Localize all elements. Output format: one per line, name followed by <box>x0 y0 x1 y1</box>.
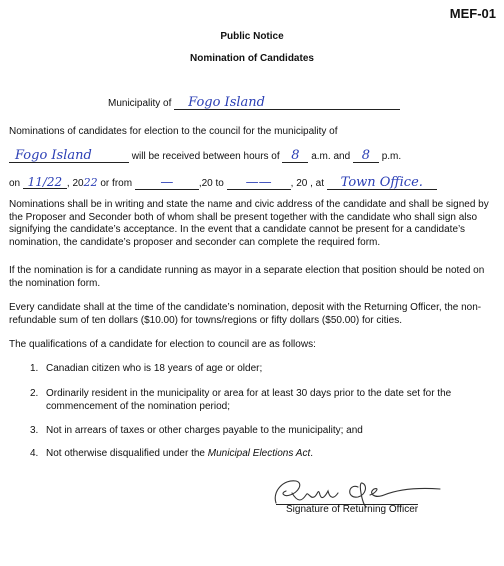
list-item-number: 2. <box>30 388 39 399</box>
date-line <box>9 176 437 190</box>
location-value: Town Office. <box>340 175 423 190</box>
date-field <box>23 176 67 189</box>
am-label: a.m. and <box>311 151 351 162</box>
pm-value: 8 <box>361 148 371 163</box>
year-prefix: , 20 <box>66 178 84 189</box>
municipality-value: Fogo Island <box>188 95 265 110</box>
signature-label: Signature of Returning Officer <box>286 504 419 515</box>
on-label: on <box>9 178 21 189</box>
nominations-intro: Nominations of candidates for election to the council for the municipality of <box>9 126 338 137</box>
list-item <box>30 388 504 416</box>
hours-municipality-field <box>9 150 129 163</box>
paragraph-deposit: Every candidate shall at the time of the candidate’s nomination, deposit with the Returning Officer, the non-refundable sum of ten dollars ($10.00) for towns/regions or fifty dollars ($50.00) for cities. <box>9 302 482 326</box>
municipality-label: Municipality of <box>108 98 172 109</box>
paragraph-qualifications-intro: The qualifications of a candidate for election to council are as follows: <box>9 339 316 350</box>
municipality-field <box>174 97 400 110</box>
list-item-text: Not otherwise disqualified under the Municipal Elections Act. <box>46 448 313 459</box>
list-item-text: Not in arrears of taxes or other charges payable to the municipality; and <box>46 425 363 436</box>
hours-text: will be received between hours of <box>131 151 280 162</box>
or-from-label: or from <box>100 178 133 189</box>
list-item <box>30 363 504 377</box>
form-id: MEF-01 <box>449 6 496 21</box>
from-field <box>135 177 199 190</box>
location-field <box>327 177 437 190</box>
to-value: —— <box>245 175 272 190</box>
list-item-number: 3. <box>30 425 39 436</box>
am-value: 8 <box>291 148 300 163</box>
to-field <box>227 177 291 190</box>
at-label: , at <box>310 178 325 189</box>
hours-line <box>9 150 401 163</box>
municipality-line <box>108 97 400 110</box>
notice-title: Public Notice <box>220 31 284 42</box>
pm-label: p.m. <box>381 151 402 162</box>
notice-subtitle: Nomination of Candidates <box>190 53 314 64</box>
list-item-number: 1. <box>30 363 39 374</box>
act-name: Municipal Elections Act <box>207 448 311 459</box>
list-item-text: Ordinarily resident in the municipality or area for at least 30 days prior to the date set for the commencement of the nomination period; <box>46 388 452 412</box>
paragraph-nomination-requirements: Nominations shall be in writing and state the name and civic address of the candidate and shall be signed by the Proposer and Seconder both of whom shall be present together with the candidate who shall sign also signifying the candidate’s acceptance. In the event that a candidate cannot be present for a candidate’s nomination, the candidate’s proposer and seconder can complete the required form. <box>9 199 489 248</box>
am-field <box>282 150 308 163</box>
year-value: 22 <box>83 176 98 189</box>
list-item-text: Canadian citizen who is 18 years of age or older; <box>46 363 263 374</box>
list-item <box>30 425 504 439</box>
from-value: — <box>160 175 174 190</box>
hours-municipality-value: Fogo Island <box>15 148 92 163</box>
twenty-2: , 20 <box>290 178 308 189</box>
pm-field <box>353 150 379 163</box>
paragraph-mayor: If the nomination is for a candidate running as mayor in a separate election that position should be noted on the nomination form. <box>9 265 485 289</box>
list-item-number: 4. <box>30 448 39 459</box>
twenty-1: ,20 <box>198 178 213 189</box>
date-value: 11/22 <box>27 175 63 189</box>
list-item <box>30 448 504 462</box>
to-label: to <box>215 178 224 189</box>
